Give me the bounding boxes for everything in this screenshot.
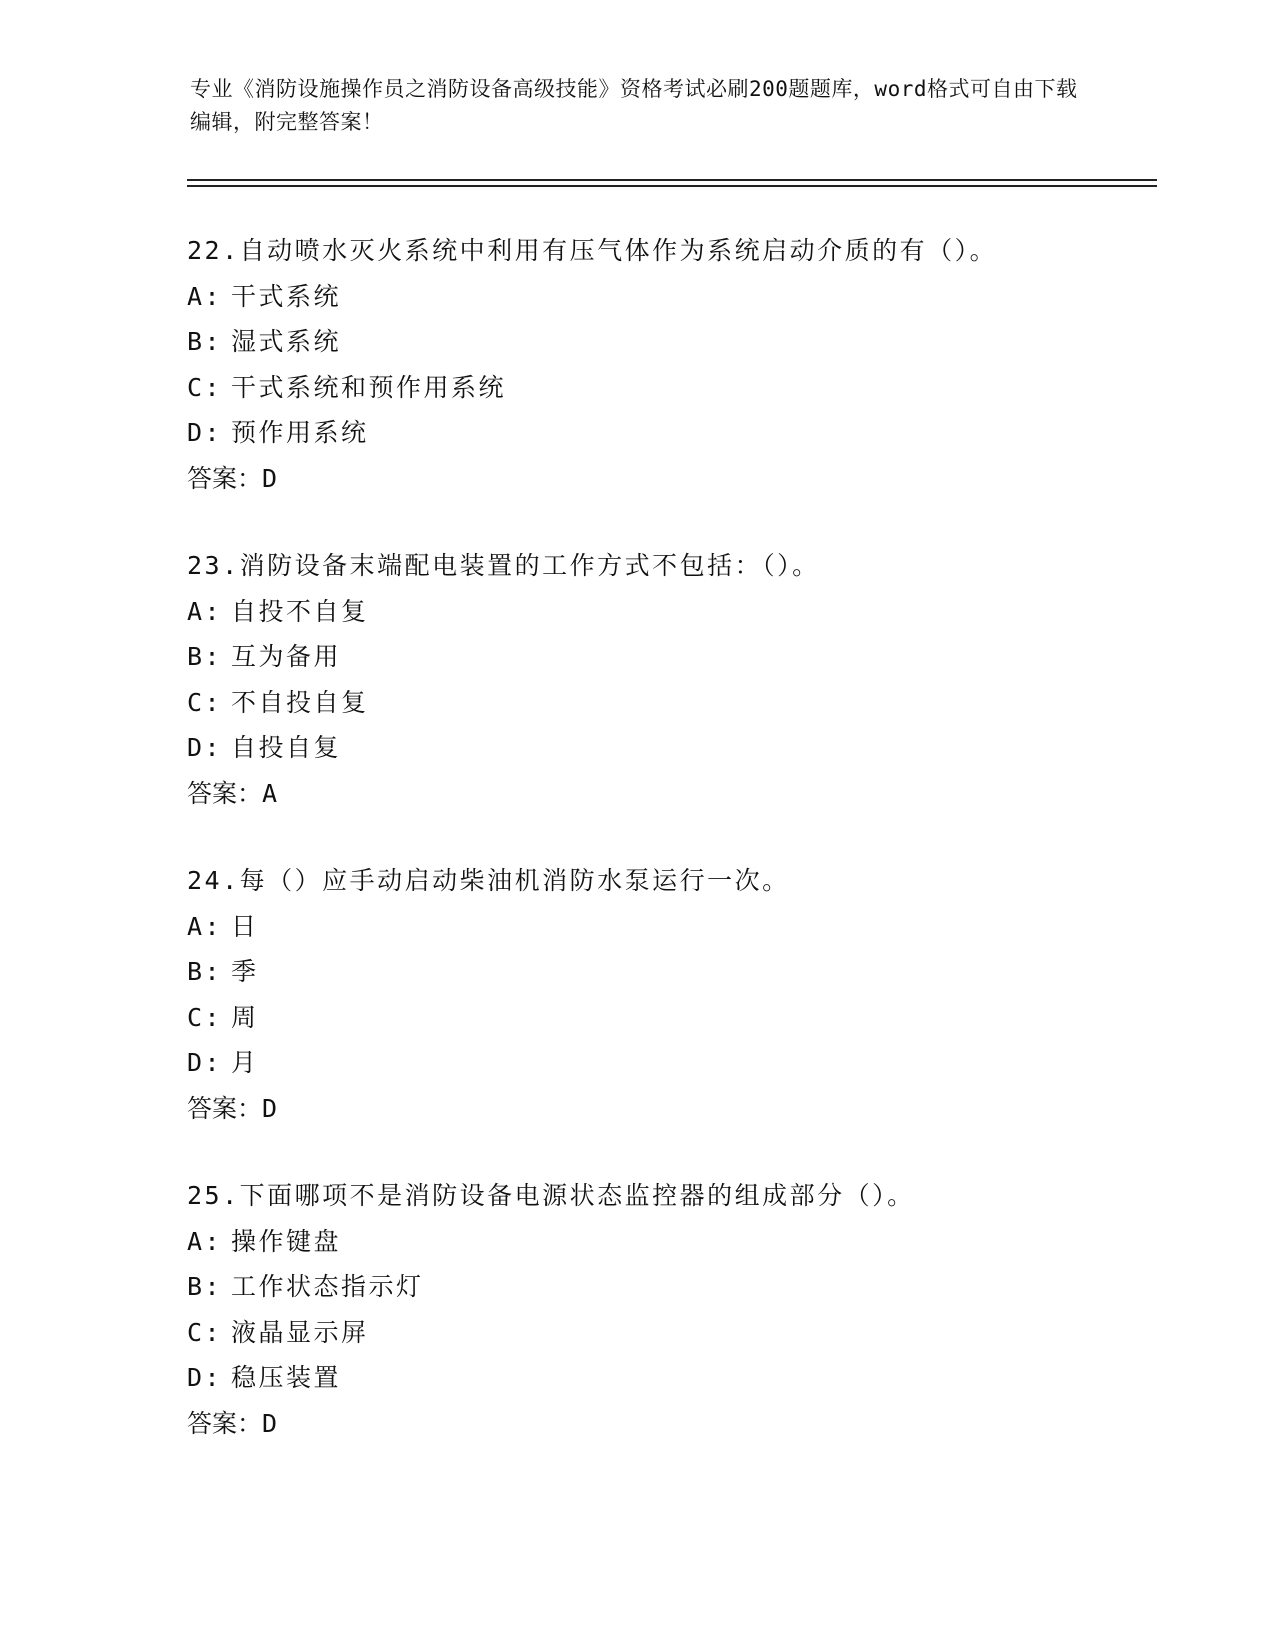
option-letter: C:	[187, 1317, 223, 1347]
answer-line	[187, 771, 1167, 817]
question-stem: 22.自动喷水灭火系统中利用有压气体作为系统启动介质的有（）。	[187, 236, 998, 265]
option-d	[187, 1355, 1167, 1401]
option-letter: A:	[187, 281, 223, 311]
option-a	[187, 274, 1167, 320]
option-b	[187, 949, 1167, 995]
answer-value: D	[262, 1408, 278, 1438]
option-text: 自投不自复	[231, 596, 369, 626]
answer-line	[187, 456, 1167, 502]
option-letter: A:	[187, 1226, 223, 1256]
option-text: 周	[231, 1002, 259, 1032]
option-text: 稳压装置	[231, 1363, 342, 1392]
option-text: 日	[231, 911, 259, 941]
option-d	[187, 1040, 1167, 1086]
answer-value: D	[262, 1093, 278, 1123]
option-text: 操作键盘	[231, 1226, 342, 1256]
option-b	[187, 634, 1167, 680]
option-letter: D:	[187, 1048, 223, 1077]
option-text: 不自投自复	[231, 687, 369, 717]
option-text: 干式系统	[231, 281, 342, 311]
option-d	[187, 410, 1167, 456]
option-text: 互为备用	[231, 642, 342, 671]
option-letter: B:	[187, 642, 223, 671]
option-a	[187, 904, 1167, 950]
option-letter: C:	[187, 1002, 223, 1032]
question-stem: 24.每（）应手动启动柴油机消防水泵运行一次。	[187, 866, 790, 895]
question-25	[187, 1173, 1167, 1446]
header-divider-bottom	[187, 185, 1157, 187]
option-letter: C:	[187, 372, 223, 402]
answer-line	[187, 1086, 1167, 1132]
answer-value: A	[262, 778, 278, 808]
option-text: 月	[231, 1048, 259, 1077]
option-text: 湿式系统	[231, 327, 342, 356]
option-text: 季	[231, 957, 259, 986]
question-22	[187, 228, 1167, 501]
answer-label: 答案：	[187, 1093, 263, 1123]
option-letter: B:	[187, 957, 223, 986]
option-c	[187, 365, 1167, 411]
option-letter: A:	[187, 596, 223, 626]
header-divider-top	[187, 179, 1157, 181]
option-b	[187, 1264, 1167, 1310]
option-b	[187, 319, 1167, 365]
option-c	[187, 680, 1167, 726]
answer-label: 答案：	[187, 1408, 263, 1438]
option-text: 预作用系统	[231, 418, 369, 447]
option-letter: A:	[187, 911, 223, 941]
option-letter: B:	[187, 327, 223, 356]
option-text: 自投自复	[231, 733, 342, 762]
option-text: 工作状态指示灯	[231, 1272, 424, 1301]
option-letter: D:	[187, 1363, 223, 1392]
question-stem: 25.下面哪项不是消防设备电源状态监控器的组成部分（）。	[187, 1181, 915, 1210]
answer-value: D	[262, 463, 278, 493]
option-letter: C:	[187, 687, 223, 717]
option-letter: D:	[187, 418, 223, 447]
answer-label: 答案：	[187, 463, 263, 493]
answer-line	[187, 1401, 1167, 1447]
question-stem: 23.消防设备末端配电装置的工作方式不包括：（）。	[187, 551, 820, 580]
question-23	[187, 543, 1167, 816]
option-text: 液晶显示屏	[231, 1317, 369, 1347]
option-letter: B:	[187, 1272, 223, 1301]
option-d	[187, 725, 1167, 771]
option-text: 干式系统和预作用系统	[231, 372, 507, 402]
question-24	[187, 858, 1167, 1131]
option-a	[187, 1219, 1167, 1265]
option-c	[187, 995, 1167, 1041]
answer-label: 答案：	[187, 778, 263, 808]
document-intro: 专业《消防设施操作员之消防设备高级技能》资格考试必刷200题题库，word格式可自由下载编辑，附完整答案！	[190, 77, 1078, 134]
option-a	[187, 589, 1167, 635]
option-c	[187, 1310, 1167, 1356]
option-letter: D:	[187, 733, 223, 762]
